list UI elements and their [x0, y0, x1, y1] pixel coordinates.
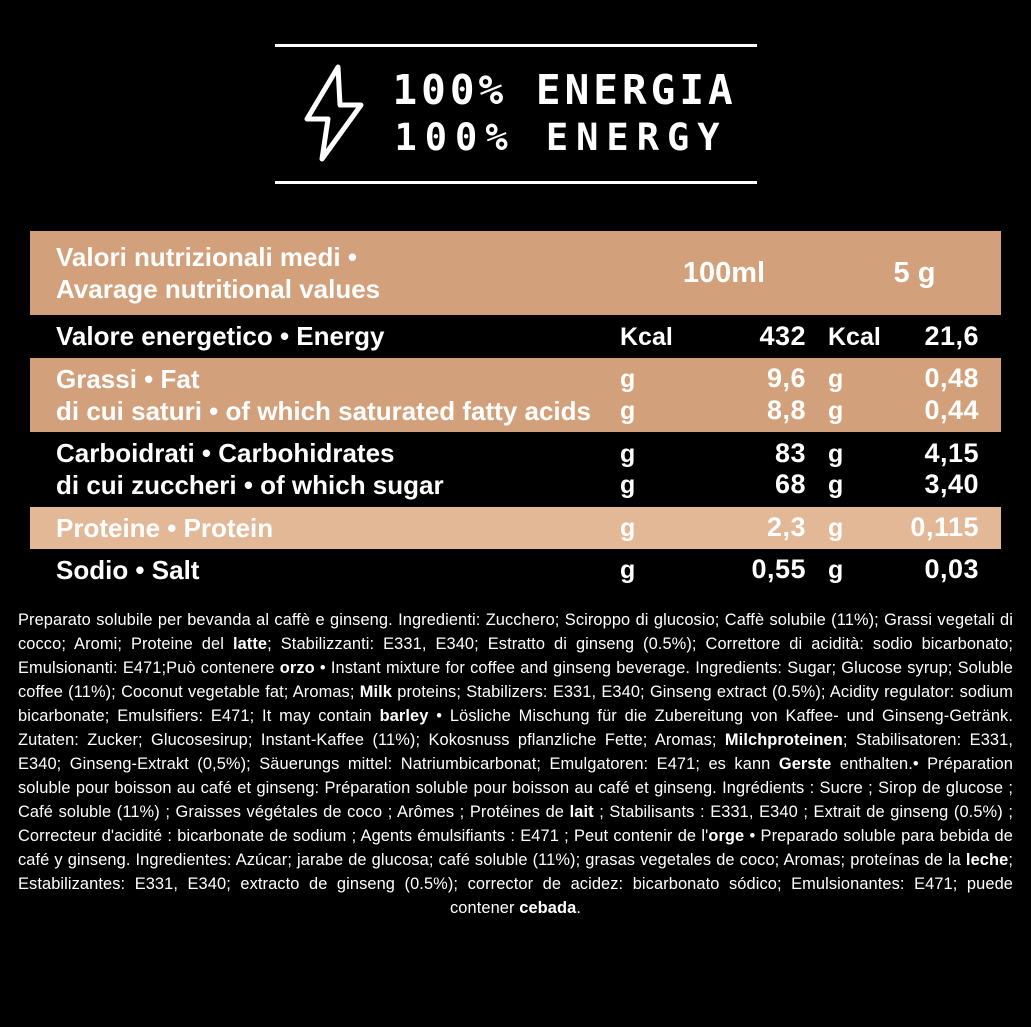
table-header-label-it: Valori nutrizionali medi • [56, 242, 357, 272]
row-label-carbohydrates: Carboidrati • Carbohidrates di cui zuccheri • of which sugar [56, 438, 444, 501]
nutrition-label-page [0, 44, 1031, 1027]
header-line-italian: 100% ENERGIA [392, 66, 737, 115]
row-label-salt: Sodio • Salt [56, 554, 200, 585]
row-label-protein: Proteine • Protein [56, 512, 274, 543]
table-header-row [30, 231, 1001, 315]
row-value-energy-100ml: Kcal 432 [620, 320, 806, 351]
table-header-col-100ml: 100ml [682, 256, 766, 289]
header-text-block [393, 65, 757, 160]
table-row [30, 358, 1001, 432]
row-label-energy: Valore energetico • Energy [56, 321, 385, 352]
row-value-protein-5g: g 0,115 [828, 511, 979, 542]
row-value-fat-5g: g 0,48 g 0,44 [828, 363, 979, 425]
row-value-fat-100ml: g 9,6 g 8,8 [620, 363, 806, 425]
row-value-energy-5g: Kcal 21,6 [828, 320, 979, 351]
table-row [30, 549, 1001, 591]
table-header-label [30, 231, 620, 315]
ingredients-text: Preparato solubile per bevanda al caffè e ginseng. Ingredienti: Zucchero; Sciroppo di glucosio; Caffè solubile (11%); Grassi vegetali di cocco; Aromi; Proteine del latte; Stabilizzanti: E331, E340; Estratto di ginseng (0.5%); Correttore di acidità: sodio bicarbonato; Emulsionanti: E471;Può contenere orzo • Instant mixture for coffee and ginseng beverage. Ingredients: Sugar; Glucose syrup; Soluble coffee (11%); Coconut vegetable fat; Aromas; Milk proteins; Stabilizers: E331, E340; Ginseng extract (0.5%); Acidity regulator: sodium bicarbonate; Emulsifiers: E471; It may contain barley • Lösliche Mischung für die Zubereitung von Kaffee- und Ginseng-Getränk. Zutaten: Zucker; Glucosesirup; Instant-Kaffee (11%); Kokosnuss pflanzliche Fette; Aromas; Milchproteinen; Stabilisatoren: E331, E340; Ginseng-Extrakt (0,5%); Säuerungs mittel: Natriumbicarbonat; Emulgatoren: E471; es kann Gerste enthalten.• Préparation soluble pour boisson au café et ginseng: Préparation soluble pour boisson au café et ginseng. Ingrédients : Sucre ; Sirop de glucose ; Café soluble (11%) ; Graisses végétales de coco ; Arômes ; Protéines de lait ; Stabilisants : E331, E340 ; Extrait de ginseng (0.5%) ; Correcteur d'acidité : bicarbonate de sodium ; Agents émulsifiants : E471 ; Peut contenir de l'orge • Preparado soluble para bebida de café y ginseng. Ingredientes: Azúcar; jarabe de glucosa; café soluble (11%); grasas vegetales de coco; Aromas; proteínas de la leche; Estabilizantes: E331, E340; extracto de ginseng (0.5%); corrector de acidez: bicarbonato sódico; Emulsionantes: E471; puede contener cebada. [18, 611, 1014, 917]
table-header-col-5g: 5 g [893, 256, 936, 289]
row-value-salt-100ml: g 0,55 [620, 554, 806, 585]
header-line-english: 100% ENERGY [394, 116, 728, 160]
row-value-protein-100ml: g 2,3 [620, 511, 806, 542]
row-label-fat: Grassi • Fat di cui saturi • of which saturated fatty acids [56, 363, 591, 426]
lightning-bolt-icon [275, 61, 393, 165]
row-value-carbohydrates-5g: g 4,15 g 3,40 [828, 437, 979, 500]
table-header-label-en: Avarage nutritional values [56, 274, 381, 305]
energy-header-banner [275, 44, 757, 184]
nutrition-table [30, 231, 1001, 591]
row-value-salt-5g: g 0,03 [828, 554, 979, 585]
table-row [30, 507, 1001, 549]
table-row [30, 432, 1001, 506]
table-row [30, 315, 1001, 357]
row-value-carbohydrates-100ml: g 83 g 68 [620, 437, 806, 500]
